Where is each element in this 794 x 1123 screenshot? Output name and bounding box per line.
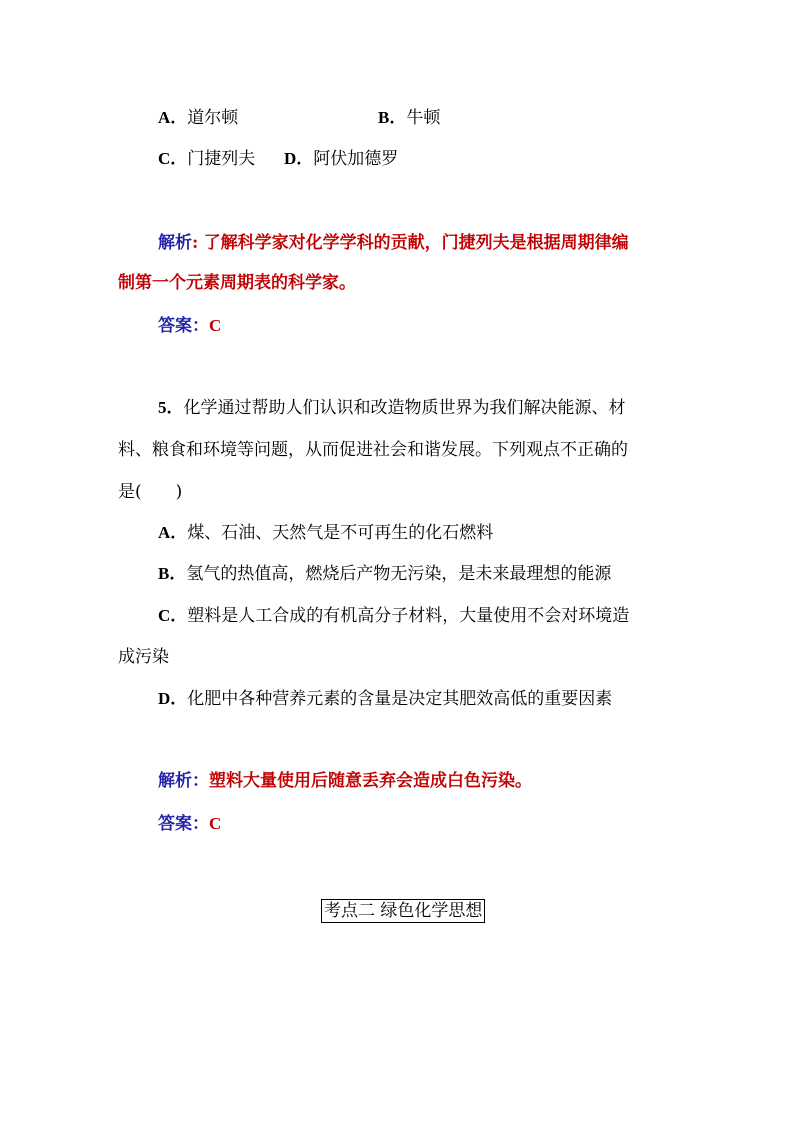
q5-option-b <box>158 563 611 585</box>
option-text: 成污染 <box>118 647 169 667</box>
option-letter: C． <box>158 149 188 168</box>
q5-stem-line3 <box>118 481 182 503</box>
q5-option-c-continued <box>118 646 169 668</box>
option-letter: A． <box>158 108 188 127</box>
option-letter: D． <box>284 149 314 168</box>
stem-text: 料、粮食和环境等问题，从而促进社会和谐发展。下列观点不正确的 <box>118 440 628 460</box>
q4-answer <box>158 315 221 337</box>
q5-option-a <box>158 522 493 544</box>
analysis-colon: : <box>192 233 199 253</box>
q4-option-a <box>158 107 238 129</box>
option-text: 阿伏加德罗 <box>313 149 399 169</box>
question-number: 5． <box>158 398 184 417</box>
q4-option-b <box>378 107 440 129</box>
q4-analysis-line2 <box>118 272 356 294</box>
option-letter: B． <box>378 108 407 127</box>
answer-label: 答案： <box>158 814 209 834</box>
answer-value: C <box>209 316 222 335</box>
option-letter: C． <box>158 606 188 625</box>
option-text: 氢气的热值高，燃烧后产物无污染，是未来最理想的能源 <box>186 564 612 584</box>
q5-option-c <box>158 605 629 627</box>
analysis-label: 解析： <box>158 771 209 791</box>
stem-text: 是( ) <box>118 482 183 502</box>
option-text: 道尔顿 <box>187 108 239 128</box>
stem-text: 化学通过帮助人们认识和改造物质世界为我们解决能源、材 <box>183 398 626 418</box>
q5-answer <box>158 813 221 835</box>
section-title: 考点二 绿色化学思想 <box>321 899 485 923</box>
q4-option-d <box>284 148 398 170</box>
analysis-text: 塑料大量使用后随意丢弃会造成白色污染。 <box>209 771 532 791</box>
analysis-text: 制第一个元素周期表的科学家。 <box>118 273 356 293</box>
option-letter: A． <box>158 523 188 542</box>
analysis-text: 了解科学家对化学学科的贡献，门捷列夫是根据周期律编 <box>203 233 629 253</box>
option-text: 塑料是人工合成的有机高分子材料，大量使用不会对环境造 <box>187 606 630 626</box>
option-letter: D． <box>158 689 188 708</box>
option-letter: B． <box>158 564 187 583</box>
q5-analysis <box>158 770 532 792</box>
option-text: 煤、石油、天然气是不可再生的化石燃料 <box>187 523 494 543</box>
answer-label: 答案： <box>158 316 209 336</box>
q5-option-d <box>158 688 612 710</box>
option-text: 化肥中各种营养元素的含量是决定其肥效高低的重要因素 <box>187 689 613 709</box>
answer-value: C <box>209 814 222 833</box>
q5-stem-line1 <box>158 397 626 419</box>
option-text: 门捷列夫 <box>187 149 256 169</box>
option-text: 牛顿 <box>406 108 441 128</box>
analysis-label: 解析 <box>158 233 192 253</box>
q4-option-c <box>158 148 255 170</box>
q5-stem-line2 <box>118 439 628 461</box>
q4-analysis-line1 <box>158 232 629 254</box>
